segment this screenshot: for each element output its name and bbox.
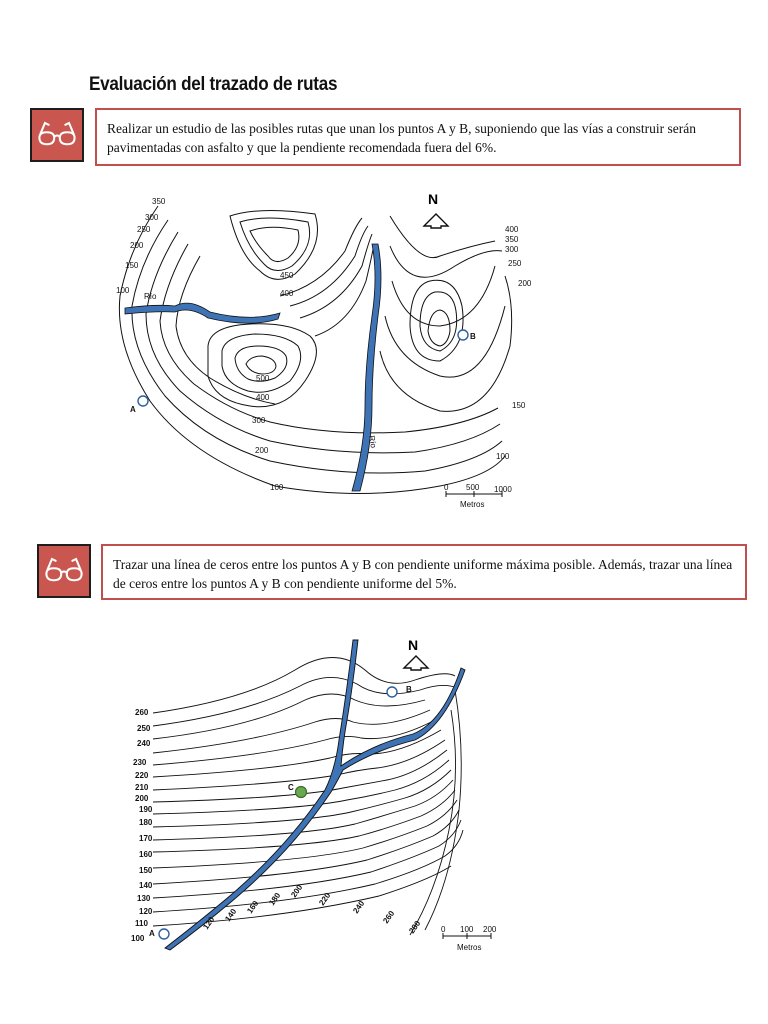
svg-text:200: 200 [255, 446, 269, 455]
svg-text:120: 120 [139, 907, 153, 916]
north-arrow-icon [404, 656, 428, 670]
svg-text:500: 500 [256, 374, 270, 383]
topographic-map-2 [125, 630, 505, 960]
svg-text:100: 100 [131, 934, 145, 943]
point-a-marker [159, 929, 169, 939]
svg-text:1000: 1000 [494, 485, 512, 494]
svg-text:200: 200 [483, 925, 497, 934]
svg-text:250: 250 [137, 225, 151, 234]
svg-text:400: 400 [505, 225, 519, 234]
point-a-label: A [130, 405, 136, 414]
svg-text:150: 150 [139, 866, 153, 875]
point-b-label: B [406, 685, 412, 694]
instruction-box-1 [95, 108, 741, 166]
svg-text:200: 200 [518, 279, 532, 288]
svg-text:300: 300 [505, 245, 519, 254]
svg-text:0: 0 [444, 483, 449, 492]
svg-text:180: 180 [139, 818, 153, 827]
point-a-marker [138, 396, 148, 406]
svg-text:120: 120 [201, 915, 217, 932]
svg-text:130: 130 [137, 894, 151, 903]
svg-text:220: 220 [317, 891, 333, 908]
point-c-label: C [288, 783, 294, 792]
svg-text:240: 240 [137, 739, 151, 748]
svg-text:100: 100 [496, 452, 510, 461]
svg-text:240: 240 [351, 899, 367, 916]
instruction-text-2: Trazar una línea de ceros entre los puntos A y B con pendiente uniforme máxima posible. Además, trazar una línea de ceros entre los puntos A y B con pendiente uniforme del 5%. [113, 557, 733, 591]
svg-text:170: 170 [139, 834, 153, 843]
point-b-marker [387, 687, 397, 697]
svg-text:250: 250 [508, 259, 522, 268]
svg-text:Metros: Metros [460, 500, 485, 509]
svg-text:100: 100 [460, 925, 474, 934]
svg-text:350: 350 [152, 197, 166, 206]
instruction-box-2 [101, 544, 747, 600]
svg-text:200: 200 [130, 241, 144, 250]
svg-text:100: 100 [116, 286, 130, 295]
topographic-map-1 [110, 186, 540, 516]
point-c-marker [296, 787, 307, 798]
svg-text:160: 160 [245, 899, 261, 916]
svg-text:500: 500 [466, 483, 480, 492]
scale-bar [444, 483, 512, 509]
svg-text:190: 190 [139, 805, 153, 814]
svg-text:210: 210 [135, 783, 149, 792]
page-title: Evaluación del trazado de rutas [89, 74, 338, 95]
svg-text:260: 260 [135, 708, 149, 717]
instruction-text-1: Realizar un estudio de las posibles rutas que unan los puntos A y B, suponiendo que las vías a construir serán pavimentadas con asfalto y que la pendiente recomendada fuera del 6%. [107, 121, 697, 155]
svg-text:150: 150 [125, 261, 139, 270]
svg-text:Metros: Metros [457, 943, 482, 952]
svg-text:230: 230 [133, 758, 147, 767]
svg-text:200: 200 [289, 883, 305, 900]
north-arrow-icon [424, 214, 448, 228]
svg-text:300: 300 [252, 416, 266, 425]
point-b-label: B [470, 332, 476, 341]
svg-text:180: 180 [267, 891, 283, 908]
svg-text:250: 250 [137, 724, 151, 733]
svg-text:400: 400 [280, 289, 294, 298]
scale-bar [441, 925, 497, 952]
svg-text:160: 160 [139, 850, 153, 859]
svg-text:300: 300 [145, 213, 159, 222]
svg-text:0: 0 [441, 925, 446, 934]
svg-text:260: 260 [381, 909, 397, 926]
point-b-marker [458, 330, 468, 340]
svg-text:140: 140 [139, 881, 153, 890]
svg-text:450: 450 [280, 271, 294, 280]
svg-text:100: 100 [270, 483, 284, 492]
svg-text:350: 350 [505, 235, 519, 244]
north-label: N [428, 191, 439, 207]
svg-text:140: 140 [223, 907, 239, 924]
svg-text:220: 220 [135, 771, 149, 780]
river-label-west: Río [144, 292, 157, 301]
glasses-icon [37, 544, 91, 598]
north-label: N [408, 637, 419, 653]
svg-text:400: 400 [256, 393, 270, 402]
svg-text:200: 200 [135, 794, 149, 803]
svg-text:280: 280 [407, 919, 423, 936]
river-label-center: Río [367, 434, 379, 449]
svg-text:150: 150 [512, 401, 526, 410]
point-a-label: A [149, 929, 155, 938]
svg-text:110: 110 [135, 919, 148, 928]
glasses-icon [30, 108, 84, 162]
